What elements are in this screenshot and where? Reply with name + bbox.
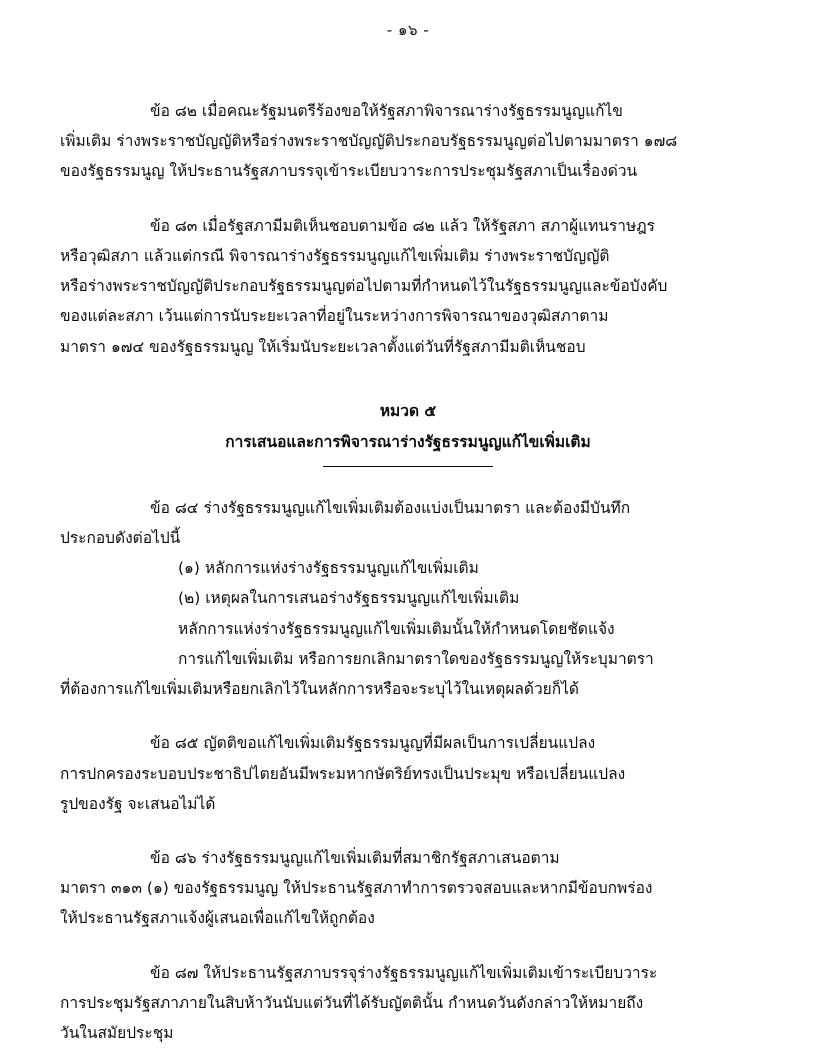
paragraph-section-87: [60, 958, 756, 1049]
list-item: (๒) เหตุผลในการเสนอร่างรัฐธรรมนูญแก้ไขเพิ่มเติม: [178, 589, 520, 608]
paragraph-line: ข้อ ๘๗ ให้ประธานรัฐสภาบรรจุร่างรัฐธรรมนูญแก้ไขเพิ่มเติมเข้าระเบียบวาระ: [150, 963, 658, 982]
paragraph-line: มาตรา ๓๑๓ (๑) ของรัฐธรรมนูญ ให้ประธานรัฐสภาทำการตรวจสอบและหากมีข้อบกพร่อง: [60, 879, 653, 898]
paragraph-line: มาตรา ๑๗๔ ของรัฐธรรมนูญ ให้เริ่มนับระยะเวลาตั้งแต่วันที่รัฐสภามีมติเห็นชอบ: [60, 337, 586, 356]
paragraph-section-84: [60, 493, 756, 705]
chapter-heading: หมวด ๕: [379, 401, 437, 420]
paragraph-line: ข้อ ๘๓ เมื่อรัฐสภามีมติเห็นชอบตามข้อ ๘๒ แล้ว ให้รัฐสภา สภาผู้แทนราษฎร: [150, 216, 655, 235]
page-number: - ๑๖ -: [386, 21, 430, 39]
chapter-title: การเสนอและการพิจารณาร่างรัฐธรรมนูญแก้ไขเพิ่มเติม: [225, 432, 591, 451]
paragraph-line: ข้อ ๘๔ ร่างรัฐธรรมนูญแก้ไขเพิ่มเติมต้องแบ่งเป็นมาตรา และต้องมีบันทึก: [150, 498, 631, 517]
paragraph-section-86: [60, 843, 756, 934]
paragraph-line: หรือวุฒิสภา แล้วแต่กรณี พิจารณาร่างรัฐธรรมนูญแก้ไขเพิ่มเติม ร่างพระราชบัญญัติ: [60, 246, 610, 265]
paragraph-line: เพิ่มเติม ร่างพระราชบัญญัติหรือร่างพระราชบัญญัติประกอบรัฐธรรมนูญต่อไปตามมาตรา ๑๗๘: [60, 132, 678, 151]
horizontal-divider: [323, 466, 493, 467]
paragraph-line: ข้อ ๘๕ ญัตติขอแก้ไขเพิ่มเติมรัฐธรรมนูญที่มีผลเป็นการเปลี่ยนแปลง: [150, 734, 596, 753]
paragraph-section-83: [60, 211, 756, 362]
paragraph-line: ให้ประธานรัฐสภาแจ้งผู้เสนอเพื่อแก้ไขให้ถูกต้อง: [60, 909, 375, 928]
paragraph-line: การแก้ไขเพิ่มเติม หรือการยกเลิกมาตราใดของรัฐธรรมนูญให้ระบุมาตรา: [178, 649, 654, 668]
paragraph-line: หรือร่างพระราชบัญญัติประกอบรัฐธรรมนูญต่อไปตามที่กำหนดไว้ในรัฐธรรมนูญและข้อบังคับ: [60, 277, 668, 296]
paragraph-line: ของแต่ละสภา เว้นแต่การนับระยะเวลาที่อยู่ในระหว่างการพิจารณาของวุฒิสภาตาม: [60, 307, 609, 326]
paragraph-line: ข้อ ๘๖ ร่างรัฐธรรมนูญแก้ไขเพิ่มเติมที่สมาชิกรัฐสภาเสนอตาม: [150, 848, 560, 867]
paragraph-section-82: [60, 96, 756, 187]
paragraph-line: ประกอบดังต่อไปนี้: [60, 528, 181, 547]
paragraph-section-85: [60, 728, 756, 819]
paragraph-line: ที่ต้องการแก้ไขเพิ่มเติมหรือยกเลิกไว้ในหลักการหรือจะระบุไว้ในเหตุผลด้วยก็ได้: [60, 680, 580, 699]
paragraph-line: หลักการแห่งร่างรัฐธรรมนูญแก้ไขเพิ่มเติมนั้นให้กำหนดโดยชัดแจ้ง: [178, 619, 615, 638]
list-item: (๑) หลักการแห่งร่างรัฐธรรมนูญแก้ไขเพิ่มเติม: [178, 559, 479, 578]
paragraph-line: ข้อ ๘๒ เมื่อคณะรัฐมนตรีร้องขอให้รัฐสภาพิจารณาร่างรัฐธรรมนูญแก้ไข: [150, 102, 623, 120]
paragraph-line: ของรัฐธรรมนูญ ให้ประธานรัฐสภาบรรจุเข้าระเบียบวาระการประชุมรัฐสภาเป็นเรื่องด่วน: [60, 162, 638, 181]
document-body: [60, 96, 756, 1048]
paragraph-line: การปกครองระบอบประชาธิปไตยอันมีพระมหากษัตริย์ทรงเป็นประมุข หรือเปลี่ยนแปลง: [60, 764, 626, 783]
paragraph-line: การประชุมรัฐสภาภายในสิบห้าวันนับแต่วันที่ได้รับญัตตินั้น กำหนดวันดังกล่าวให้หมายถึง: [60, 993, 644, 1012]
paragraph-line: รูปของรัฐ จะเสนอไม่ได้: [60, 794, 216, 813]
paragraph-line: วันในสมัยประชุม: [60, 1024, 174, 1043]
